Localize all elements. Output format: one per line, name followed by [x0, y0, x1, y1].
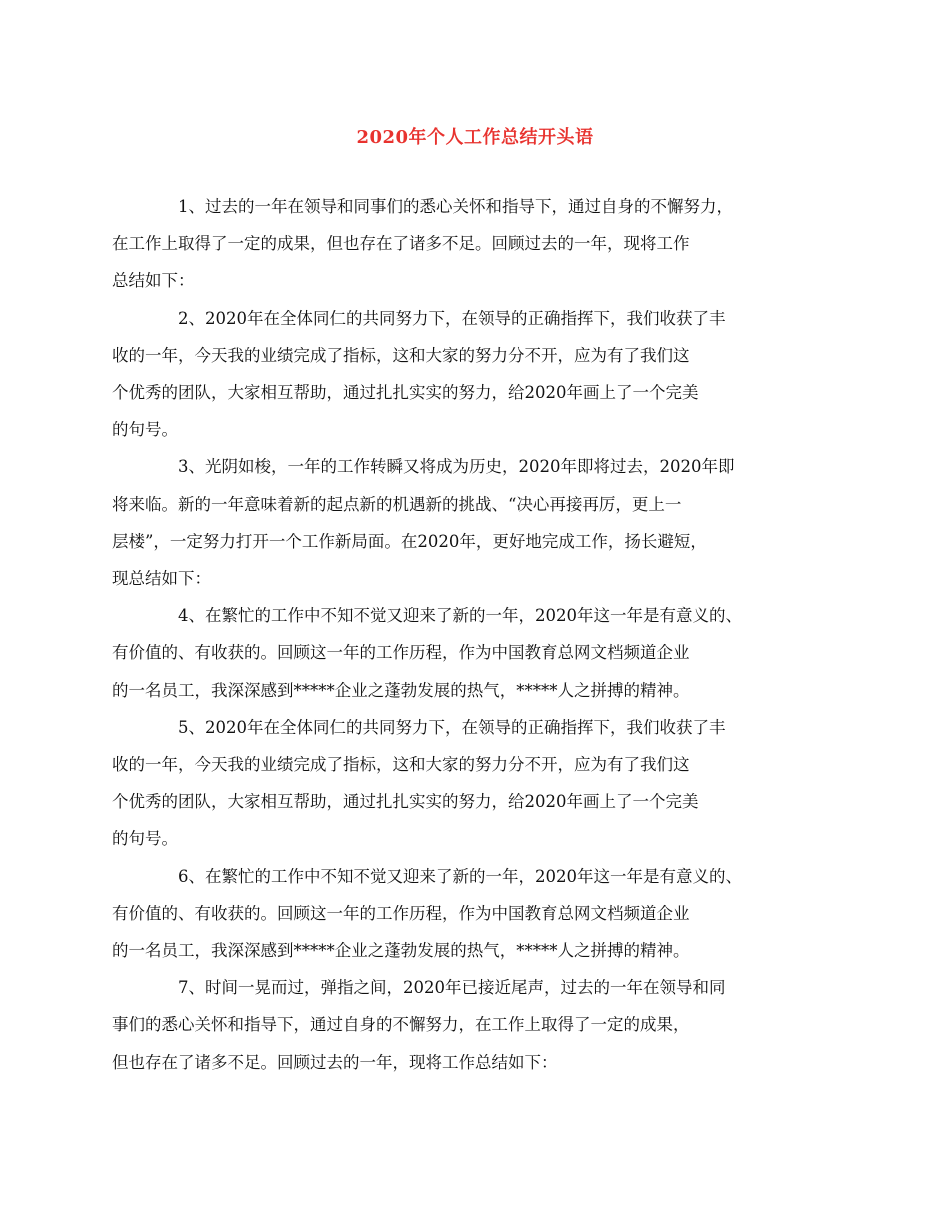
paragraph-line: 5、2020年在全体同仁的共同努力下，在领导的正确指挥下，我们收获了丰	[178, 717, 726, 737]
paragraph-line: 的一名员工，我深深感到*****企业之蓬勃发展的热气，*****人之拼搏的精神。	[112, 680, 690, 700]
paragraph-line: 层楼”，一定努力打开一个工作新局面。在2020年，更好地完成工作，扬长避短，	[112, 531, 707, 551]
paragraph-7	[112, 969, 815, 1081]
paragraph-line: 事们的悉心关怀和指导下，通过自身的不懈努力，在工作上取得了一定的成果，	[112, 1015, 690, 1035]
paragraph-4	[112, 597, 815, 709]
paragraph-line: 的一名员工，我深深感到*****企业之蓬勃发展的热气，*****人之拼搏的精神。	[112, 941, 690, 961]
paragraph-line: 7、时间一晃而过，弹指之间，2020年已接近尾声，过去的一年在领导和同	[178, 978, 726, 998]
paragraph-line: 2、2020年在全体同仁的共同努力下，在领导的正确指挥下，我们收获了丰	[178, 308, 726, 328]
paragraph-line: 有价值的、有收获的。回顾这一年的工作历程，作为中国教育总网文档频道企业	[112, 903, 690, 923]
paragraph-line: 在工作上取得了一定的成果，但也存在了诸多不足。回顾过去的一年，现将工作	[112, 234, 690, 254]
document-body	[112, 188, 815, 1081]
paragraph-line: 将来临。新的一年意味着新的起点新的机遇新的挑战、“决心再接再厉，更上一	[112, 494, 682, 514]
paragraph-line: 但也存在了诸多不足。回顾过去的一年，现将工作总结如下：	[112, 1052, 558, 1072]
paragraph-line: 1、过去的一年在领导和同事们的悉心关怀和指导下，通过自身的不懈努力，	[178, 197, 733, 216]
paragraph-line: 个优秀的团队，大家相互帮助，通过扎扎实实的努力，给2020年画上了一个完美	[112, 792, 699, 812]
paragraph-6	[112, 858, 815, 970]
document-title: 2020年个人工作总结开头语	[356, 127, 594, 148]
paragraph-line: 6、在繁忙的工作中不知不觉又迎来了新的一年，2020年这一年是有意义的、	[178, 866, 742, 886]
paragraph-line: 的句号。	[112, 829, 178, 849]
paragraph-2	[112, 300, 815, 449]
paragraph-5	[112, 709, 815, 858]
paragraph-1	[112, 188, 815, 300]
paragraph-3	[112, 448, 815, 597]
paragraph-line: 总结如下：	[112, 271, 195, 291]
paragraph-line: 4、在繁忙的工作中不知不觉又迎来了新的一年，2020年这一年是有意义的、	[178, 606, 742, 626]
paragraph-line: 有价值的、有收获的。回顾这一年的工作历程，作为中国教育总网文档频道企业	[112, 643, 690, 663]
paragraph-line: 个优秀的团队，大家相互帮助，通过扎扎实实的努力，给2020年画上了一个完美	[112, 383, 699, 403]
paragraph-line: 现总结如下：	[112, 569, 211, 589]
paragraph-line: 收的一年，今天我的业绩完成了指标，这和大家的努力分不开，应为有了我们这	[112, 755, 690, 775]
paragraph-line: 收的一年，今天我的业绩完成了指标，这和大家的努力分不开，应为有了我们这	[112, 345, 690, 365]
paragraph-line: 的句号。	[112, 420, 178, 440]
paragraph-line: 3、光阴如梭，一年的工作转瞬又将成为历史，2020年即将过去，2020年即	[178, 457, 735, 477]
